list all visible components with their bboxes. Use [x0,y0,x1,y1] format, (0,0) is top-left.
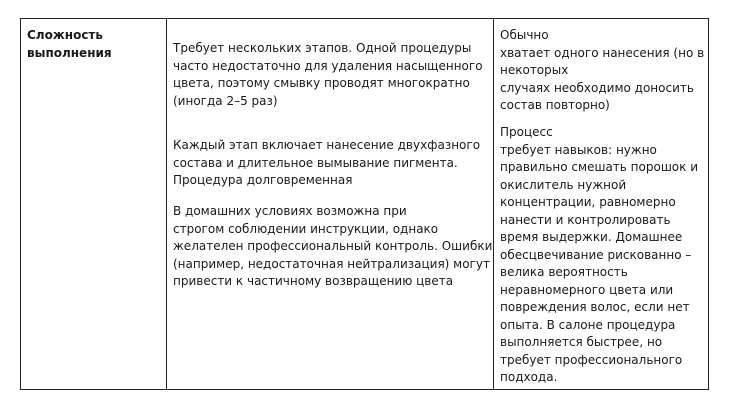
text-line: случаях необходимо доносить [500,80,694,95]
text-line: обесцвечивание рискованно – [500,247,692,262]
comparison-table [20,18,709,390]
text-line: Процедура долговременная [173,173,353,187]
text-line: часто недостаточно для удаления насыщенного [173,58,483,73]
text-line: повреждения волос, если нет [500,300,690,314]
text-line: неравномерного цвета или [500,282,674,297]
column-divider [166,19,167,389]
row-label-line: Сложность [27,28,103,42]
text-line: хватает одного нанесения (но в [500,45,705,60]
text-line: (например, недостаточная нейтрализация) могут [173,256,490,271]
text-line: выполняется быстрее, но [500,335,663,349]
text-line: Обычно [500,28,549,42]
middle-paragraph-2 [173,137,488,190]
text-line: правильно смешать порошок и [500,160,699,174]
text-line: состава и длительное вымывание пигмента. [173,155,458,170]
text-line: (иногда 2–5 раз) [173,93,278,108]
text-line: концентрации, равномерно [500,195,676,209]
text-line: нанести и контролировать [500,212,671,227]
text-line: состав повторно) [500,98,610,112]
text-line: строгом соблюдении инструкции, однако [173,221,439,236]
row-label-cell [27,27,157,62]
text-line: опыта. В салоне процедура [500,317,676,332]
text-line: желателен профессиональный контроль. Ошибки [173,239,493,253]
text-line: подхода. [500,370,558,384]
middle-paragraph-1 [173,40,488,110]
text-line: цвета, поэтому смывку проводят многократно [173,76,470,90]
text-line: велика вероятность [500,265,628,279]
row-label-line: выполнения [27,45,112,60]
right-paragraph-2 [500,124,700,387]
text-line: привести к частичному возвращению цвета [173,274,454,288]
text-line: время выдержки. Домашнее [500,230,683,244]
text-line: окислитель нужной [500,177,627,192]
text-line: В домашних условиях возможна при [173,204,407,218]
text-line: требует профессионального [500,352,683,367]
text-line: Каждый этап включает нанесение двухфазного [173,138,481,152]
right-paragraph-1 [500,27,705,115]
text-line: требует навыков: нужно [500,142,657,157]
text-line: Требует нескольких этапов. Одной процедуры [173,41,472,55]
text-line: некоторых [500,63,569,77]
column-divider [493,19,494,389]
text-line: Процесс [500,125,553,139]
middle-paragraph-3 [173,203,493,291]
